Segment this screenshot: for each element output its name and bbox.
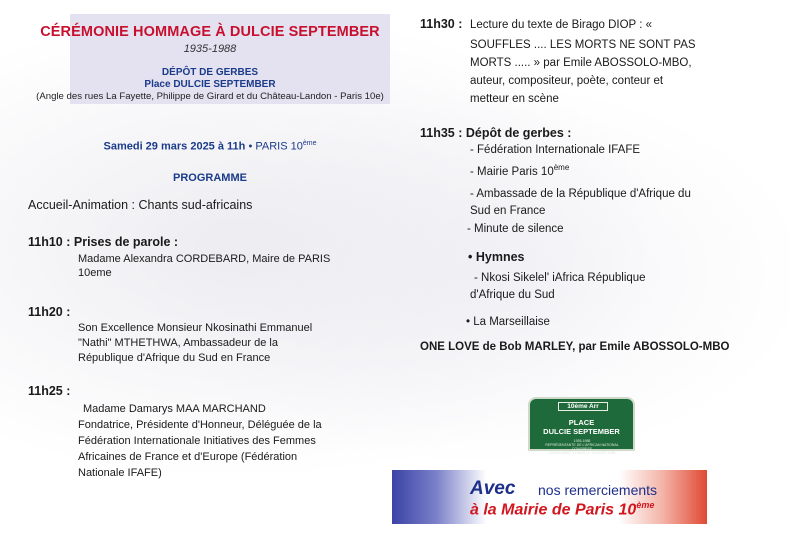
date-city: PARIS 10 [255,140,303,153]
sign-subtext [538,439,626,455]
sign-sub-line2: REPRÉSENTANTE DE L'AFRICAN NATIONAL CONGRESS [545,443,619,451]
time-1110: 11h10 : Prises de parole : [28,235,179,249]
date-city-sup: ème [302,140,317,147]
sign-name-line2: DULCIE SEPTEMBER [543,426,620,436]
programme-heading: PROGRAMME [173,172,247,184]
one-love-line: ONE LOVE de Bob MARLEY, par Emile ABOSSOLO-MBO [420,341,730,353]
reading-line4: auteur, compositeur, poète, conteur et [470,75,664,87]
time-1120: 11h20 : [28,305,71,319]
reading-line1: Lecture du texte de Birago DIOP : « [470,19,652,31]
sign-place-name [528,419,635,436]
speaker-1125-line1: Madame Damarys MAA MARCHAND [83,403,266,415]
reading-line5: metteur en scène [470,93,559,105]
hymnes-heading: • Hymnes [468,250,525,264]
sign-arrondissement: 10ème Arr [558,402,608,411]
speaker-1125-line3: Fédération Internationale Initiatives des Femmes [78,435,316,447]
speaker-1125-line4: Africaines de France et d'Europe (Fédération [78,451,298,463]
speaker-1120-line1: Son Excellence Monsieur Nkosinathi Emmanuel [78,322,313,334]
place-address: (Angle des rues La Fayette, Philippe de Girard et du Château-Landon - Paris 10e) [36,91,384,102]
reading-line3: MORTS ..... » par Emile ABOSSOLO-MBO, [470,57,692,69]
hymne-marseillaise: • La Marseillaise [466,316,550,328]
speaker-1125-line5: Nationale IFAFE) [78,467,162,479]
gerbe-mairie-sup: ème [553,163,570,172]
depot-heading: DÉPÔT DE GERBES [161,67,259,78]
banner-mairie [470,500,654,519]
gerbe-ambassade-line1: - Ambassade de la République d'Afrique du [470,188,691,200]
banner-avec: Avec [470,478,516,499]
speaker-1125-line2: Fondatrice, Présidente d'Honneur, Déléguée de la [78,419,322,431]
date-main: Samedi 29 mars 2025 à 11h [103,140,246,153]
gerbe-mairie [470,160,569,180]
speaker-1120-line2: "Nathi" MTHETHWA, Ambassadeur de la [78,337,278,349]
sign-name-line1: PLACE [568,418,595,427]
event-title: CÉRÉMONIE HOMMAGE À DULCIE SEPTEMBER [40,24,380,40]
banner-mairie-text: à la Mairie de Paris 10 [470,501,637,519]
banner-remerciements: nos remerciements [538,482,658,498]
sign-sub-line1: 1935-1988 [573,439,591,443]
gerbe-mairie-text: - Mairie Paris 10 [470,165,554,178]
reading-line2: SOUFFLES .... LES MORTS NE SONT PAS [470,39,696,51]
speaker-1110-line1: Madame Alexandra CORDEBARD, Maire de PARIS [78,253,331,265]
sign-sub-line3: ASSASSINÉE À PARIS LE 29 MARS 1988 [548,451,616,455]
time-1135: 11h35 : Dépôt de gerbes : [420,126,572,140]
accueil-line: Accueil-Animation : Chants sud-africains [28,198,253,212]
time-1125: 11h25 : [28,384,71,398]
gerbe-ambassade-line2: Sud en France [470,205,546,217]
minute-silence: - Minute de silence [467,223,564,235]
event-years: 1935-1988 [183,43,237,55]
speaker-1110-line2: 10eme [78,267,112,279]
hymne-sa-line1: - Nkosi Sikelel' iAfrica République [474,272,646,284]
date-separator: • [245,140,256,153]
gerbe-ifafe: - Fédération Internationale IFAFE [470,144,641,156]
hymne-sa-line2: d'Afrique du Sud [470,289,555,301]
place-name: Place DULCIE SEPTEMBER [144,79,276,90]
banner-mairie-sup: ème [636,500,655,510]
event-date [0,140,420,153]
speaker-1120-line3: République d'Afrique du Sud en France [78,352,271,364]
time-1130: 11h30 : [420,17,463,31]
